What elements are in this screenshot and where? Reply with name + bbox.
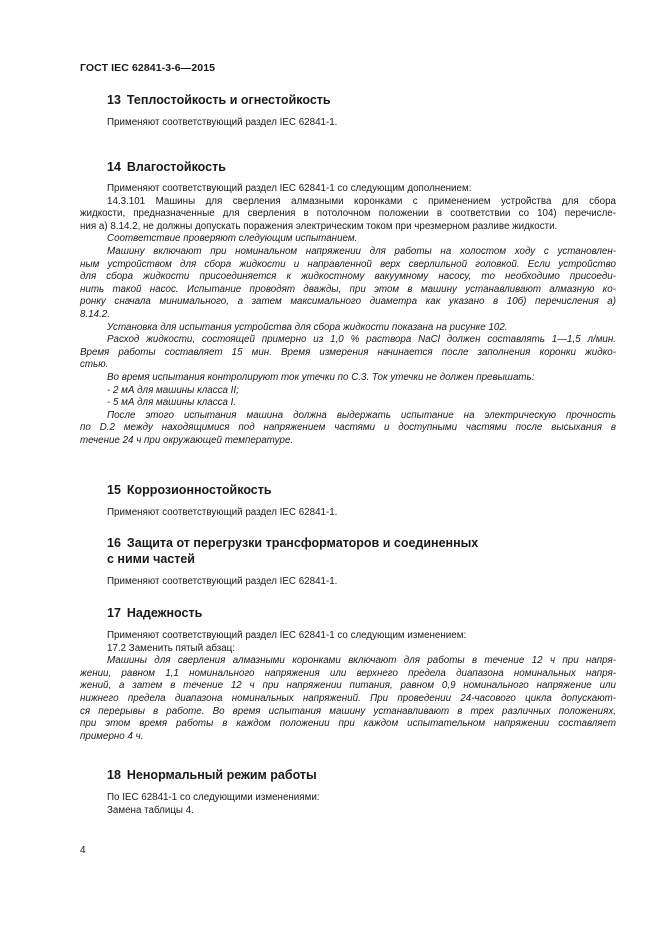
section-14-body bbox=[80, 183, 616, 447]
text-line: по D.2 между находящимися под напряжением частями и доступными частями после высыхания в bbox=[80, 422, 616, 434]
text-line: После этого испытания машина должна выдержать испытание на электрическую прочность bbox=[107, 409, 616, 421]
section-title: Защита от перегрузки трансформаторов и соединенных bbox=[126, 536, 479, 550]
section-18-heading bbox=[107, 767, 317, 783]
list-item: - 2 мА для машины класса II; bbox=[107, 384, 239, 396]
section-number: 16 bbox=[107, 536, 121, 550]
paragraph: Применяют соответствующий раздел IEC 62841-1. bbox=[107, 117, 338, 128]
section-number: 15 bbox=[107, 483, 121, 497]
text-line: Установка для испытания устройства для сбора жидкости показана на рисунке 102. bbox=[107, 321, 508, 333]
section-14-heading bbox=[107, 159, 226, 175]
text-line: ния а) 8.14.2, не должны допускать поражения электрическим током при чрезмерном разливе жидкости. bbox=[80, 220, 558, 232]
text-line: По IEC 62841-1 со следующими изменениями: bbox=[107, 792, 320, 803]
section-13-body bbox=[80, 117, 616, 130]
section-title-continuation: с ними частей bbox=[107, 552, 195, 566]
section-17-body bbox=[80, 630, 616, 743]
section-number: 18 bbox=[107, 768, 121, 782]
text-line: Применяют соответствующий раздел IEC 62841-1 со следующим дополнением: bbox=[107, 183, 472, 194]
document-header: ГОСТ IEC 62841-3-6—2015 bbox=[80, 62, 216, 74]
section-title: Влагостойкость bbox=[126, 160, 226, 174]
section-16-body bbox=[80, 576, 616, 589]
paragraph: Применяют соответствующий раздел IEC 62841-1. bbox=[107, 576, 338, 587]
text-line: Машину включают при номинальном напряжении для работы на холостом ходу с установлен- bbox=[107, 245, 616, 257]
text-line: стью. bbox=[80, 359, 109, 371]
section-title: Теплостойкость и огнестойкость bbox=[126, 93, 331, 107]
list-item: - 5 мА для машины класса I. bbox=[107, 397, 237, 409]
text-line: примерно 4 ч. bbox=[80, 730, 144, 742]
section-17-heading bbox=[107, 605, 202, 621]
section-13-heading bbox=[107, 92, 331, 108]
text-line: 14.3.101 Машины для сверления алмазными коронками с применением устройства для сбора bbox=[107, 195, 616, 207]
text-line: Применяют соответствующий раздел IEC 62841-1 со следующим изменением: bbox=[107, 630, 467, 641]
text-line: Машины для сверления алмазными коронками включают для работы в течение 12 ч при напря- bbox=[107, 655, 616, 667]
text-line: Расход жидкости, состоящей примерно из 1,0 % раствора NaCl должен составлять 1—1,5 л/мин. bbox=[107, 334, 616, 346]
text-line: жении, равном 1,1 номинального напряжения или верхнего предела диапазона номинальных напря- bbox=[80, 667, 616, 679]
text-line: жений, а затем в течение 12 ч при напряжении питания, равном 0,9 номинального напряжение или bbox=[80, 680, 616, 692]
section-15-heading bbox=[107, 482, 272, 498]
section-title: Надежность bbox=[126, 606, 203, 620]
section-number: 13 bbox=[107, 93, 121, 107]
text-line: ным устройством для сбора жидкости и направленной верх сверлильной головкой. Если устройство bbox=[80, 258, 616, 270]
text-line: нить такой насос. Испытание проводят дважды, при этом в машину устанавливают алмазную ко- bbox=[80, 283, 616, 295]
text-line: нижнего предела диапазона номинальных напряжений. При проведении 24-часового цикла допускают- bbox=[80, 692, 616, 704]
section-16-heading bbox=[107, 535, 478, 567]
section-title: Ненормальный режим работы bbox=[126, 768, 317, 782]
section-title: Коррозионностойкость bbox=[126, 483, 272, 497]
text-line: 8.14.2. bbox=[80, 308, 110, 320]
section-number: 17 bbox=[107, 606, 121, 620]
text-line: при этом время работы в каждом положении при каждом испытательном напряжении составляет bbox=[80, 718, 616, 730]
text-line: ся перерывы в работе. Во время испытания машину устанавливают в трех различных положениях, bbox=[80, 705, 616, 717]
text-line: течение 24 ч при окружающей температуре. bbox=[80, 434, 294, 446]
paragraph: Применяют соответствующий раздел IEC 62841-1. bbox=[107, 507, 338, 518]
text-line: 17.2 Заменить пятый абзац: bbox=[107, 642, 235, 654]
text-line: ронку сначала минимального, а затем максимального диаметра как указано в 10б) перечисления а) bbox=[80, 296, 616, 308]
page-number: 4 bbox=[80, 845, 86, 856]
section-number: 14 bbox=[107, 160, 121, 174]
text-line: Замена таблицы 4. bbox=[107, 804, 194, 816]
section-15-body bbox=[80, 507, 616, 520]
text-line: Время работы составляет 15 мин. Время измерения начинается после заполнения коронки жидко- bbox=[80, 346, 616, 358]
text-line: Во время испытания контролируют ток утечки по С.3. Ток утечки не должен превышать: bbox=[107, 371, 535, 383]
text-line: Соответствие проверяют следующим испытанием. bbox=[107, 233, 358, 245]
section-18-body bbox=[80, 792, 616, 817]
text-line: жидкости, предназначенные для сверления в потолочном положении в соответствии со 104) перечисле- bbox=[80, 208, 616, 220]
text-line: для сбора жидкости присоединяется к жидкостному вакуумному насосу, то необходимо присоеди- bbox=[80, 271, 616, 283]
